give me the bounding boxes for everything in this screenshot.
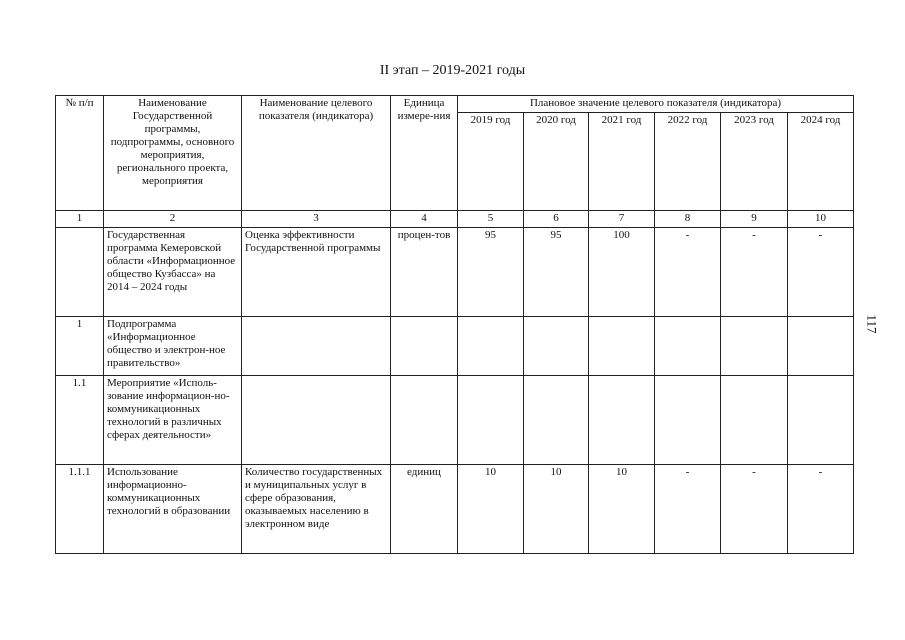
row-value-2020: 10 <box>524 465 589 554</box>
row-indicator: Оценка эффективности Государственной программы <box>242 228 391 317</box>
row-value-2024: - <box>788 465 854 554</box>
column-numbers-row <box>56 211 854 228</box>
row-value-2023 <box>721 376 788 465</box>
column-number: 6 <box>524 211 589 228</box>
row-unit <box>391 317 458 376</box>
column-number: 3 <box>242 211 391 228</box>
row-num <box>56 228 104 317</box>
column-number: 2 <box>104 211 242 228</box>
header-unit: Единица измере-ния <box>391 96 458 211</box>
row-unit <box>391 376 458 465</box>
row-value-2023: - <box>721 465 788 554</box>
header-indicator-name: Наименование целевого показателя (индикатора) <box>242 96 391 211</box>
page-number: 117 <box>864 314 880 334</box>
row-name: Мероприятие «Исполь-зование информацион-но-коммуникационных технологий в различных сферах деятельности» <box>104 376 242 465</box>
header-year-2020: 2020 год <box>524 113 589 211</box>
row-value-2019: 10 <box>458 465 524 554</box>
row-num: 1.1 <box>56 376 104 465</box>
header-num: № п/п <box>56 96 104 211</box>
row-value-2022: - <box>655 228 721 317</box>
row-value-2020 <box>524 376 589 465</box>
header-year-2024: 2024 год <box>788 113 854 211</box>
header-year-2019: 2019 год <box>458 113 524 211</box>
header-planned-value: Плановое значение целевого показателя (индикатора) <box>458 96 854 113</box>
column-number: 1 <box>56 211 104 228</box>
header-year-2021: 2021 год <box>589 113 655 211</box>
column-number: 9 <box>721 211 788 228</box>
row-value-2021 <box>589 317 655 376</box>
column-number: 5 <box>458 211 524 228</box>
row-name: Подпрограмма «Информационное общество и электрон-ное правительство» <box>104 317 242 376</box>
column-number: 4 <box>391 211 458 228</box>
header-year-2022: 2022 год <box>655 113 721 211</box>
header-year-2023: 2023 год <box>721 113 788 211</box>
row-value-2022: - <box>655 465 721 554</box>
row-value-2023 <box>721 317 788 376</box>
column-number: 10 <box>788 211 854 228</box>
row-value-2022 <box>655 376 721 465</box>
header-row <box>56 96 854 113</box>
row-value-2019 <box>458 376 524 465</box>
row-value-2020: 95 <box>524 228 589 317</box>
row-value-2019 <box>458 317 524 376</box>
table-row <box>56 465 854 554</box>
row-unit: единиц <box>391 465 458 554</box>
row-value-2020 <box>524 317 589 376</box>
column-number: 8 <box>655 211 721 228</box>
row-value-2021: 100 <box>589 228 655 317</box>
row-value-2021 <box>589 376 655 465</box>
row-num: 1 <box>56 317 104 376</box>
row-value-2023: - <box>721 228 788 317</box>
row-value-2019: 95 <box>458 228 524 317</box>
row-value-2021: 10 <box>589 465 655 554</box>
table-row <box>56 228 854 317</box>
row-name: Использование информационно-коммуникационных технологий в образовании <box>104 465 242 554</box>
table-row <box>56 376 854 465</box>
row-indicator <box>242 317 391 376</box>
indicators-table <box>55 95 854 554</box>
row-value-2024 <box>788 376 854 465</box>
row-indicator: Количество государственных и муниципальных услуг в сфере образования, оказываемых населению в электронном виде <box>242 465 391 554</box>
table-row <box>56 317 854 376</box>
row-value-2024 <box>788 317 854 376</box>
stage-title: II этап – 2019-2021 годы <box>379 63 526 78</box>
header-program-name: Наименование Государственной программы, подпрограммы, основного мероприятия, регионального проекта, мероприятия <box>104 96 242 211</box>
row-unit: процен-тов <box>391 228 458 317</box>
row-value-2024: - <box>788 228 854 317</box>
row-indicator <box>242 376 391 465</box>
row-num: 1.1.1 <box>56 465 104 554</box>
row-name: Государственная программа Кемеровской области «Информационное общество Кузбасса» на 2014 – 2024 годы <box>104 228 242 317</box>
row-value-2022 <box>655 317 721 376</box>
column-number: 7 <box>589 211 655 228</box>
